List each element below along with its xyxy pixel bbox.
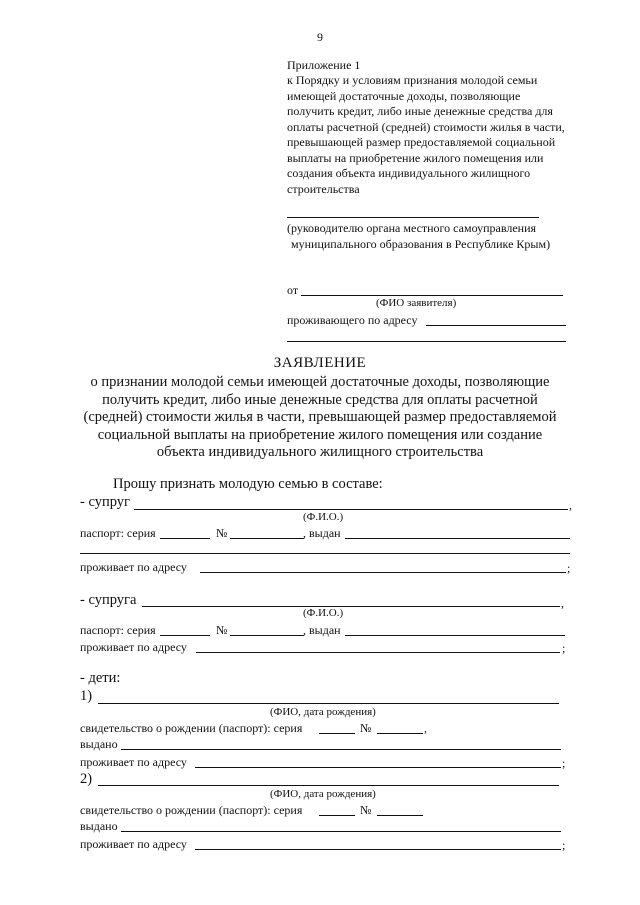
child-1-address-field[interactable] — [195, 767, 561, 768]
issued-by-label: , выдан — [303, 526, 341, 540]
spouse-m-series-field[interactable] — [160, 538, 210, 539]
request-text: Прошу признать молодую семью в составе: — [113, 476, 383, 492]
spouse-f-passport-label: паспорт: серия — [80, 623, 156, 637]
appendix-line: оплаты расчетной (средней) стоимости жилья в части, — [287, 119, 565, 134]
residence-field[interactable] — [426, 325, 566, 326]
appendix-title: Приложение 1 — [287, 58, 361, 72]
child-1-issued-field[interactable] — [121, 749, 561, 750]
page-number: 9 — [317, 30, 323, 44]
child-1-name-field[interactable] — [98, 703, 559, 704]
number-sign: № — [216, 526, 228, 540]
number-sign: № — [360, 721, 372, 735]
residence-label: проживающего по адресу — [287, 313, 418, 327]
child-2-caption: (ФИО, дата рождения) — [270, 788, 376, 800]
spouse-m-fio-caption: (Ф.И.О.) — [303, 511, 344, 523]
semicolon: ; — [562, 756, 566, 770]
child-2-name-field[interactable] — [98, 785, 559, 786]
spouse-m-issued-field-2[interactable] — [80, 553, 570, 554]
residence-field-2[interactable] — [287, 341, 566, 342]
subtitle-line: социальной выплаты на приобретение жилого помещения или создание — [97, 426, 543, 443]
applicant-caption: (ФИО заявителя) — [376, 297, 457, 309]
semicolon: ; — [562, 838, 566, 852]
appendix-line: превышающей размер предоставляемой социальной — [287, 135, 556, 149]
appendix-line: к Порядку и условиям признания молодой семьи — [287, 73, 538, 87]
spouse-m-address-label: проживает по адресу — [80, 560, 187, 574]
child-1-cert-label: свидетельство о рождении (паспорт): серия — [80, 721, 303, 735]
child-2-number-field[interactable] — [377, 815, 423, 816]
child-2-address-label: проживает по адресу — [80, 837, 187, 851]
statement-subtitle — [0, 374, 640, 462]
child-2-issued-label: выдано — [80, 819, 118, 833]
spouse-f-name-field[interactable] — [142, 606, 560, 607]
appendix-line: получить кредит, либо иные денежные средства для — [287, 104, 553, 118]
number-sign: № — [216, 623, 228, 637]
spouse-f-issued-field[interactable] — [345, 635, 565, 636]
statement-title: ЗАЯВЛЕНИЕ — [273, 355, 367, 371]
child-2-series-field[interactable] — [319, 815, 355, 816]
spouse-f-address-label: проживает по адресу — [80, 640, 187, 654]
subtitle-line: объекта индивидуального жилищного строительства — [156, 444, 484, 460]
spouse-m-issued-field[interactable] — [345, 538, 570, 539]
child-2-address-field[interactable] — [195, 849, 561, 850]
from-label: от — [287, 283, 299, 297]
child-1-series-field[interactable] — [319, 733, 355, 734]
spouse-m-passport-label: паспорт: серия — [80, 526, 156, 540]
children-label: - дети: — [80, 670, 121, 686]
applicant-name-field[interactable] — [301, 295, 563, 296]
semicolon: ; — [562, 641, 566, 655]
comma: , — [561, 596, 564, 610]
spouse-m-address-field[interactable] — [200, 572, 566, 573]
child-2-cert-label: свидетельство о рождении (паспорт): серия — [80, 803, 303, 817]
child-1-address-label: проживает по адресу — [80, 755, 187, 769]
spouse-m-name-field[interactable] — [134, 509, 568, 510]
appendix-line: строительства — [287, 181, 360, 196]
semicolon: ; — [567, 561, 571, 575]
appendix-line: выплаты на приобретение жилого помещения или — [287, 150, 544, 165]
spouse-f-address-field[interactable] — [196, 652, 560, 653]
child-1-number-field[interactable] — [377, 733, 423, 734]
spouse-m-label: - супруг — [80, 494, 130, 510]
child-2-issued-field[interactable] — [121, 831, 561, 832]
spouse-f-number-field[interactable] — [230, 635, 304, 636]
addressee-caption-2: муниципального образования в Республике Крым) — [291, 237, 551, 251]
spouse-f-fio-caption: (Ф.И.О.) — [303, 607, 344, 619]
comma: , — [424, 721, 427, 735]
addressee-caption-1: (руководителю органа местного самоуправления — [287, 221, 537, 235]
comma: , — [569, 498, 572, 512]
number-sign: № — [360, 803, 372, 817]
appendix-text — [287, 73, 565, 197]
child-2-label: 2) — [80, 771, 93, 787]
subtitle-line: получить кредит, либо иные денежные средства для оплаты расчетной — [102, 391, 538, 408]
subtitle-line: (средней) стоимости жилья в части, превышающей размер предоставляемой — [83, 409, 557, 425]
spouse-f-series-field[interactable] — [160, 635, 210, 636]
child-1-label: 1) — [80, 688, 93, 704]
spouse-f-label: - супруга — [80, 592, 137, 608]
addressee-line[interactable] — [287, 217, 539, 218]
issued-by-label: , выдан — [303, 623, 341, 637]
subtitle-line: о признании молодой семьи имеющей достаточные доходы, позволяющие — [90, 374, 550, 390]
appendix-line: создания объекта индивидуального жилищного — [287, 166, 531, 180]
child-1-caption: (ФИО, дата рождения) — [270, 706, 376, 718]
child-1-issued-label: выдано — [80, 737, 118, 751]
appendix-line: имеющей достаточные доходы, позволяющие — [287, 88, 521, 103]
spouse-m-number-field[interactable] — [230, 538, 304, 539]
